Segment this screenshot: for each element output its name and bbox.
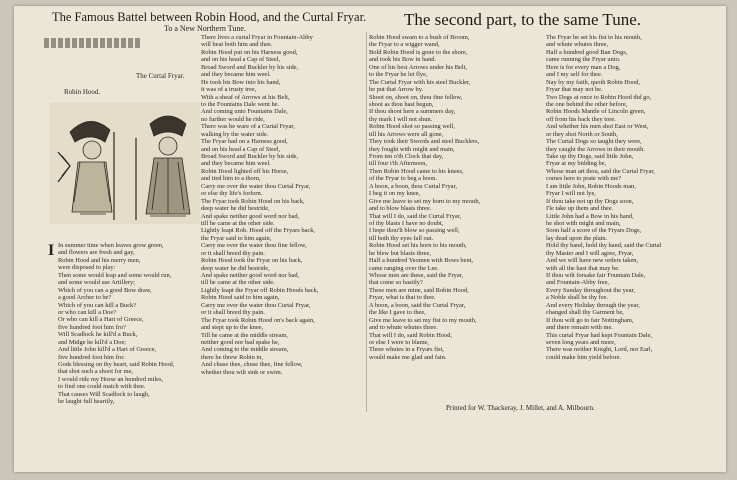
column-divider xyxy=(366,32,367,412)
verse-line: a good Archer to be? xyxy=(58,294,112,302)
verse-line: If thou shoot here a summers day, xyxy=(369,108,456,116)
verse-line: And little John kill'd a Hart of Greece, xyxy=(58,346,157,354)
fryar-caption: The Curtal Fryar. xyxy=(136,72,185,80)
verse-line: Gods blessing on thy heart, said Robin Hood, xyxy=(58,361,175,368)
verse-line: There was neither Knight, Lord, nor Earl, xyxy=(546,346,653,354)
verse-line: With a sheaf of Arrows at his Belt, xyxy=(201,93,290,101)
verse-line: Broad Sword and Buckler by his side, xyxy=(201,63,299,71)
verse-line: I beg it on my knee, xyxy=(369,190,421,198)
verse-line: And spake neither good word nor bad, xyxy=(201,212,300,220)
verse-line: he laught full heartily, xyxy=(58,398,115,406)
verse-line: Then some would leap and some would run, xyxy=(58,271,172,279)
verse-line: Half a hundred good Ban Dogs, xyxy=(546,48,628,56)
verse-line: or it shall breed thy pain. xyxy=(201,249,265,257)
verse-line: And we will have new orders taken, xyxy=(546,257,639,265)
verse-line: I am little John, Robin Hoods man, xyxy=(546,182,636,190)
verse-line: and stept up to the knee, xyxy=(201,324,264,332)
verse-line: to find one could match with thee. xyxy=(58,383,146,391)
verse-line: Or who can kill a Hart of Greece, xyxy=(58,316,144,324)
verse-line: the Fryar said to him again, xyxy=(201,234,272,242)
verse-line: to the Fryar he let flye, xyxy=(369,71,428,79)
verse-line: Fryar that may not be. xyxy=(546,86,603,94)
verse-line: and some would use Artillery; xyxy=(58,279,136,287)
verse-line: could make him yield before. xyxy=(546,353,622,361)
verse-line: Fryar at my bidding be, xyxy=(546,160,607,168)
verse-line: I hope thou'lt blow so passing well, xyxy=(369,227,460,235)
verse-line: and to blow blasts three. xyxy=(369,205,432,213)
verse-line: Robin Hood put on his Harness good, xyxy=(201,48,298,56)
verse-line: deep water he did bestride, xyxy=(201,205,270,213)
verse-line: And whether his men shot East or West, xyxy=(546,123,649,131)
verse-line: he blew but blasts three, xyxy=(369,249,431,257)
verse-line: Fryar I will not lye, xyxy=(546,190,596,198)
broadside-sheet xyxy=(14,6,726,472)
verse-line: neither good nor bad spake he, xyxy=(201,338,280,346)
verse-line: One of his best Arrows under his Belt, xyxy=(369,63,467,71)
verse-line: If thou wilt go to fair Nottingham, xyxy=(546,316,634,324)
verse-line: Shoot on, shoot on, thou fine fellow, xyxy=(369,93,463,101)
verse-line: Carry me over the water thou Curtal Fryar, xyxy=(201,301,311,309)
verse-line: Robin Hoods Mantle of Lincoln green, xyxy=(546,108,646,116)
verse-line: They took their Swords and steel Bucklers, xyxy=(369,138,480,146)
verse-line: Whose men are these, said the Fryar, xyxy=(369,272,464,279)
verse-line: and on his head a Cap of Steel, xyxy=(201,145,281,153)
verse-line: of thy blasts I have no doubt, xyxy=(369,219,444,227)
verse-line: From ten o'th Clock that day, xyxy=(369,153,444,160)
verse-line: Robin Hood set his horn to his mouth, xyxy=(369,242,467,250)
verse-line: came running the Fryar unto. xyxy=(546,56,621,64)
verse-line: I'le take up them and thee. xyxy=(546,205,614,213)
verse-line: and on his head a Cap of Steel, xyxy=(201,56,281,64)
verse-line: Which of you can a good Bow draw, xyxy=(58,286,152,294)
verse-line: Bold Robin Hood is gone to the shore, xyxy=(369,48,468,56)
verse-line: and Fountain-Abby free, xyxy=(546,279,610,287)
verse-line: Robin Hood and his merry men, xyxy=(58,256,141,264)
verse-line: or who can kill a Doe? xyxy=(58,308,117,316)
verse-line: Till he came at the middle stream, xyxy=(201,331,288,339)
verse-line: Little John had a Bow in his hand, xyxy=(546,212,634,220)
ballad-column-1 xyxy=(58,242,174,406)
drop-capital: I xyxy=(48,242,55,259)
verse-line: These men are mine, said Robin Hood, xyxy=(369,286,469,294)
verse-line: and to whute whutes three. xyxy=(369,324,438,332)
verse-line: the one behind the other before, xyxy=(546,100,628,108)
verse-line: with all the hast that may be. xyxy=(546,264,620,272)
verse-line: The Fryar took Robin Hood on's back again, xyxy=(201,316,315,324)
verse-line: Take up thy Dogs, said little John, xyxy=(546,153,634,160)
verse-line: He took his Bow into his hand, xyxy=(201,78,281,86)
verse-line: and they became him weel. xyxy=(201,160,271,168)
verse-line: Robin Hood lighted off his Horse, xyxy=(201,167,289,175)
robin-hood-caption: Robin Hood. xyxy=(64,88,101,96)
verse-line: That will I do, said Robin Hood, xyxy=(369,331,453,339)
verse-line: he shot with might and main, xyxy=(546,219,621,227)
woodcut-illustration xyxy=(50,102,200,224)
verse-line: would make me glad and fain. xyxy=(369,353,447,361)
verse-line: And every Holiday through the year, xyxy=(546,301,640,309)
verse-line: lay dead upon the plain. xyxy=(546,234,608,242)
verse-line: The Curtal Fryar with his steel Buckler, xyxy=(369,78,471,86)
verse-line: Half a hundred Yeomen with Bows bent, xyxy=(369,257,474,265)
verse-line: five hundred foot him fro: xyxy=(58,353,125,361)
verse-line: there he threw Robin in, xyxy=(201,353,263,361)
verse-line: comes here to prate with me? xyxy=(546,175,622,183)
verse-line: I would ride my Horse an hundred miles, xyxy=(58,375,164,383)
verse-line: they caught the Arrows in their mouth. xyxy=(546,145,645,153)
verse-line: The Fryar took Robin Hood on his back, xyxy=(201,197,305,205)
verse-line: the Fryar to a wigger wand, xyxy=(369,41,440,49)
ballad-title-part-two: The second part, to the same Tune. xyxy=(404,10,642,29)
verse-line: five hundred foot him fro? xyxy=(58,323,126,331)
verse-line: shoot as thou hast begun, xyxy=(369,100,434,108)
verse-line: till he came at the other side. xyxy=(201,279,275,287)
verse-line: Nay by my faith, quoth Robin Hood, xyxy=(546,78,641,86)
verse-line: and Midge he kill'd a Doe; xyxy=(58,338,127,346)
verse-line: or else thy life's forlorn. xyxy=(201,190,263,198)
verse-line: will beat both him and thee. xyxy=(201,41,273,49)
verse-line: If thou wilt forsake fair Fountain Dale, xyxy=(546,272,646,279)
verse-line: and flowers are fresh and gay, xyxy=(58,249,135,257)
verse-line: Then Robin Hood came to his knees, xyxy=(369,167,464,175)
verse-line: till four i'th Afternoon, xyxy=(369,160,427,168)
verse-line: or it shall breed thy pain. xyxy=(201,309,265,317)
ballad-column-4 xyxy=(546,34,661,361)
verse-line: A boon, a boon, thou Curtal Fryar, xyxy=(369,182,457,190)
verse-line: The Curtal Dogs so taught they were, xyxy=(546,138,642,146)
verse-line: that shot such a shoot for me, xyxy=(58,368,134,376)
verse-line: Two Dogs at once to Robin Hood did go, xyxy=(546,93,652,101)
printer-imprint: Printed for W. Thackeray, J. Millet, and A. Milbourn. xyxy=(446,404,595,412)
tune-subtitle: To a New Northern Tune. xyxy=(164,24,246,33)
verse-line: Broad Sword and Buckler by his side, xyxy=(201,153,299,160)
verse-line: Which of you can kill a Buck? xyxy=(58,301,137,309)
verse-line: whether thou wilt sink or swim. xyxy=(201,368,283,376)
verse-line: they fought with might and main, xyxy=(369,145,455,153)
verse-line: it was of a trusty tree, xyxy=(201,86,257,94)
verse-line: till both thy eyes fall out. xyxy=(369,234,434,242)
verse-line: Carry me over the water thou fine fellow, xyxy=(201,242,307,250)
verse-line: till he came at the other side. xyxy=(201,219,275,227)
verse-line: A boon, a boon, said the Curtal Fryar, xyxy=(369,301,466,309)
verse-line: Soon half a score of the Fryars Dogs, xyxy=(546,227,642,235)
verse-line: Give me leave to set my horn to my mouth, xyxy=(369,197,481,205)
verse-line: There was he ware of a Curtal Fryar, xyxy=(201,123,295,131)
verse-line: deep water he did bestride, xyxy=(201,264,270,272)
verse-line: thy mark I will not shun. xyxy=(369,115,433,123)
verse-line: of the Fryar to beg a boon. xyxy=(369,175,437,183)
verse-line: came ranging over the Lee. xyxy=(369,264,439,272)
verse-line: This curtal Fryar had kept Fountain Dale, xyxy=(546,331,652,339)
verse-line: the like I gave to thee, xyxy=(369,309,426,317)
verse-line: or else I were to blame, xyxy=(369,338,429,346)
verse-line: And coming unto Fountains Dale, xyxy=(201,108,288,116)
verse-line: If thou take not up thy Dogs soon, xyxy=(546,197,634,205)
verse-line: were disposed to play: xyxy=(58,264,116,272)
verse-line: Robin Hood swam to a bush of Broom, xyxy=(369,34,470,41)
verse-line: Whose man art thou, said the Curtal Fryar, xyxy=(546,167,655,175)
verse-line: Lightly leapt Rob. Hood off the Fryars back, xyxy=(201,227,316,235)
verse-line: that come so hastily? xyxy=(369,279,423,287)
verse-line: That will I do, said the Curtal Fryar, xyxy=(369,212,462,220)
verse-line: Robin Hood said to him again, xyxy=(201,294,280,302)
verse-line: till his Arrows were all gone, xyxy=(369,130,444,138)
verse-line: seven long years and more, xyxy=(546,338,616,346)
verse-line: off from his back they tore. xyxy=(546,115,616,123)
verse-line: thy Master and I will agree, Fryar, xyxy=(546,249,634,257)
ballad-column-2 xyxy=(201,34,318,376)
verse-line: and they became him weel. xyxy=(201,71,271,79)
verse-line: and I my self for thee. xyxy=(546,71,603,79)
verse-line: Fryar, what is that to thee. xyxy=(369,294,436,302)
verse-line: or they shot North or South, xyxy=(546,130,618,138)
verse-line: a Noble shall be thy fee. xyxy=(546,294,609,302)
ballad-column-3 xyxy=(369,34,480,361)
verse-line: Every Sunday throughout the year, xyxy=(546,286,636,294)
verse-line: Robin Hood shot so passing well, xyxy=(369,123,455,131)
verse-line: There lives a curtal Fryar in Fountain-Abby xyxy=(201,34,313,41)
verse-line: That causes Will Scadlock to laugh, xyxy=(58,390,150,398)
verse-line: walking by the water side. xyxy=(201,130,269,138)
verse-line: no further would he ride, xyxy=(201,115,265,123)
verse-line: changed shall thy Garment be, xyxy=(546,309,624,317)
verse-line: Robin Hood took the Fryar on his back, xyxy=(201,257,303,265)
verse-line: he put that Arrow by. xyxy=(369,86,424,94)
verse-line: and whute whutes three, xyxy=(546,41,609,49)
verse-line: Lightly leapt the Fryar off Robin Hoods back, xyxy=(201,286,319,294)
verse-line: And chuse thee, chuse thee, fine fellow, xyxy=(201,361,303,369)
verse-line: and there remain with me. xyxy=(546,324,613,332)
printer-ornament xyxy=(44,38,140,48)
verse-line: Will Scadlock he kill'd a Buck, xyxy=(58,331,138,339)
ballad-title-part-one: The Famous Battel between Robin Hood, and the Curtal Fryar. xyxy=(52,10,367,24)
verse-line: And spake neither good word nor bad, xyxy=(201,272,300,279)
verse-line: Here is for every man a Dog, xyxy=(546,63,621,71)
verse-line: to the Fountains Dale went he. xyxy=(201,100,280,108)
verse-line: And coming to the middle stream, xyxy=(201,346,289,354)
verse-line: In summer time when leaves grow green, xyxy=(58,242,164,249)
verse-line: The Fryar had on a Harness good, xyxy=(201,138,288,146)
verse-line: Carry me over the water thou Curtal Fryar, xyxy=(201,182,311,190)
verse-line: Hold thy hand, hold thy hand, said the Curtal xyxy=(546,242,662,250)
verse-line: Three whutes in a Fryars fist, xyxy=(369,346,444,354)
verse-line: Give me leave to set my fist to my mouth, xyxy=(369,316,477,324)
verse-line: The Fryar he set his fist to his mouth, xyxy=(546,34,642,41)
verse-line: and tied him to a thorn, xyxy=(201,175,261,183)
verse-line: and took his Bow in hand. xyxy=(369,56,437,64)
